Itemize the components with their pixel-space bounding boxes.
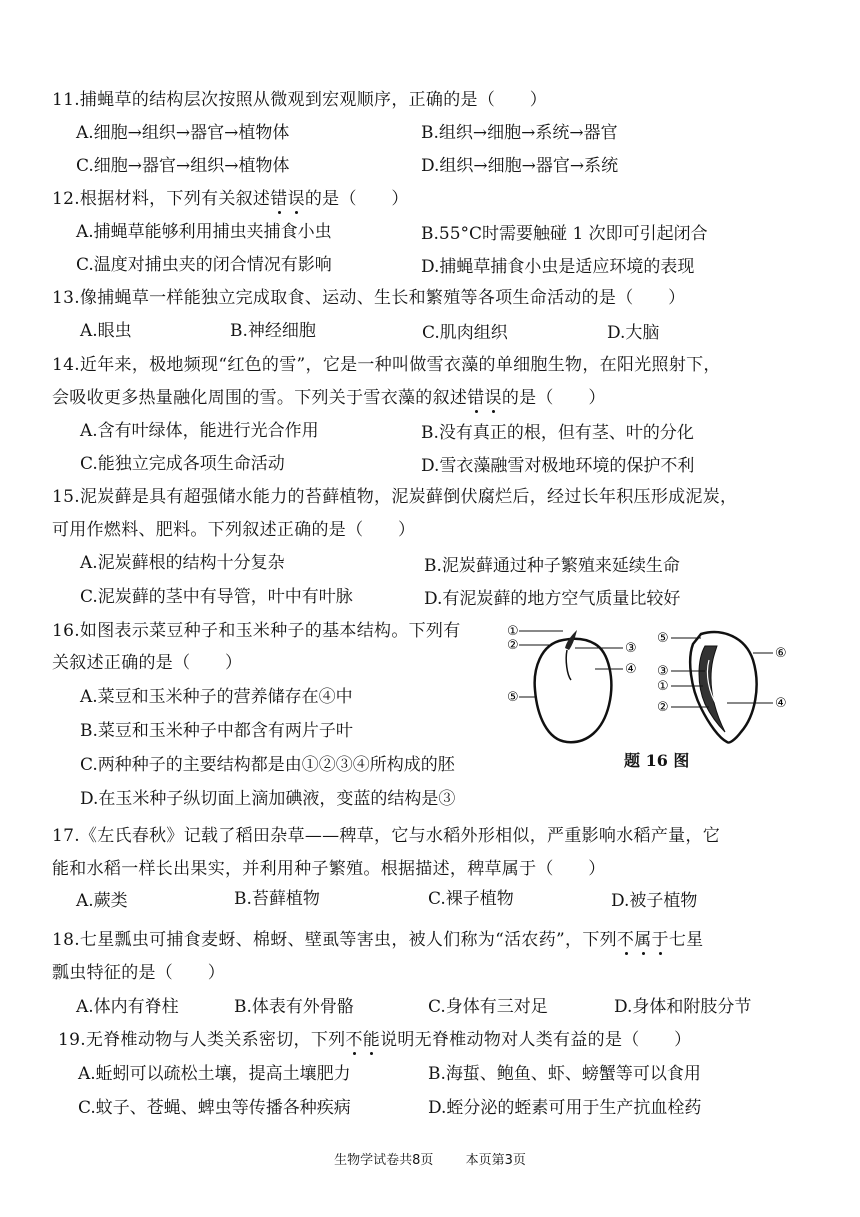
question-17-stem-line1: 17.《左氏春秋》记载了稻田杂草——稗草，它与水稻外形相似，严重影响水稻产量，它 xyxy=(52,826,721,846)
question-15-stem-line2: 可用作燃料、肥料。下列叙述正确的是（ ） xyxy=(52,520,416,540)
q14-option-c: C.能独立完成各项生命活动 xyxy=(80,454,285,474)
q17-option-a: A.蕨类 xyxy=(76,891,128,911)
q19-option-b: B.海蜇、鲍鱼、虾、螃蟹等可以食用 xyxy=(428,1064,701,1084)
question-15-stem-line1: 15.泥炭藓是具有超强储水能力的苔藓植物，泥炭藓倒伏腐烂后，经过长年积压形成泥炭， xyxy=(52,487,738,507)
q15-option-b: B.泥炭藓通过种子繁殖来延续生命 xyxy=(424,556,680,576)
question-16-stem-line1: 16.如图表示菜豆种子和玉米种子的基本结构。下列有 xyxy=(52,621,461,641)
q18-option-b: B.体表有外骨骼 xyxy=(234,997,354,1017)
footer-current-page: 本页第3页 xyxy=(465,1153,526,1168)
q17-option-c: C.裸子植物 xyxy=(428,889,514,909)
corn-label-6: ⑥ xyxy=(775,646,787,661)
q14-option-b: B.没有真正的根，但有茎、叶的分化 xyxy=(421,423,694,443)
q19-option-c: C.蚊子、苍蝇、蜱虫等传播各种疾病 xyxy=(78,1098,351,1118)
q12-option-a: A.捕蝇草能够利用捕虫夹捕食小虫 xyxy=(76,222,332,242)
q12-option-c: C.温度对捕虫夹的闭合情况有影响 xyxy=(76,255,332,275)
q14-option-a: A.含有叶绿体，能进行光合作用 xyxy=(80,421,319,441)
q13-option-c: C.肌肉组织 xyxy=(422,323,508,343)
q13-option-a: A.眼虫 xyxy=(80,321,132,341)
question-14-stem-line2: 会吸收更多热量融化周围的雪。下列关于雪衣藻的叙述错误的是（ ） xyxy=(52,388,606,408)
q11-option-b: B.组织→细胞→系统→器官 xyxy=(421,123,618,143)
q15-option-c: C.泥炭藓的茎中有导管，叶中有叶脉 xyxy=(80,587,353,607)
q11-option-c: C.细胞→器官→组织→植物体 xyxy=(76,156,290,176)
question-18-stem-line1: 18.七星瓢虫可捕食麦蚜、棉蚜、壁虱等害虫，被人们称为“活农药”，下列不属于七星 xyxy=(52,930,704,950)
figure-16-caption: 题 16 图 xyxy=(624,751,690,770)
question-11-stem: 11.捕蝇草的结构层次按照从微观到宏观顺序，正确的是（ ） xyxy=(52,90,548,110)
bean-label-3: ③ xyxy=(625,641,637,656)
question-19-stem: 19.无脊椎动物与人类关系密切，下列不能说明无脊椎动物对人类有益的是（ ） xyxy=(58,1030,692,1050)
corn-label-4: ④ xyxy=(775,696,787,711)
bean-label-4: ④ xyxy=(625,662,637,677)
corn-label-3: ③ xyxy=(657,664,669,679)
q13-option-b: B.神经细胞 xyxy=(230,321,316,341)
footer-total-pages: 生物学试卷共8页 xyxy=(334,1153,434,1168)
question-14-stem-line1: 14.近年来，极地频现“红色的雪”，它是一种叫做雪衣藻的单细胞生物，在阳光照射下， xyxy=(52,355,721,375)
q13-option-d: D.大脑 xyxy=(607,323,660,343)
question-13-stem: 13.像捕蝇草一样能独立完成取食、运动、生长和繁殖等各项生命活动的是（ ） xyxy=(52,288,686,308)
q14-option-d: D.雪衣藻融雪对极地环境的保护不利 xyxy=(421,456,695,476)
q16-option-c: C.两种种子的主要结构都是由①②③④所构成的胚 xyxy=(80,755,455,775)
q11-option-a: A.细胞→组织→器官→植物体 xyxy=(76,123,290,143)
question-12-stem: 12.根据材料，下列有关叙述错误的是（ ） xyxy=(52,189,409,209)
q15-option-d: D.有泥炭藓的地方空气质量比较好 xyxy=(424,589,681,609)
page-footer xyxy=(0,1149,860,1168)
q17-option-b: B.苔藓植物 xyxy=(234,889,320,909)
seed-structure-figure xyxy=(505,620,805,755)
question-17-stem-line2: 能和水稻一样长出果实，并利用种子繁殖。根据描述，稗草属于（ ） xyxy=(52,859,606,879)
q19-option-a: A.蚯蚓可以疏松土壤，提高土壤肥力 xyxy=(78,1064,351,1084)
q11-option-d: D.组织→细胞→器官→系统 xyxy=(421,156,619,176)
q16-option-d: D.在玉米种子纵切面上滴加碘液，变蓝的结构是③ xyxy=(80,789,456,809)
bean-label-1: ① xyxy=(507,624,519,639)
q18-option-d: D.身体和附肢分节 xyxy=(614,997,752,1017)
q18-option-a: A.体内有脊柱 xyxy=(76,997,179,1017)
corn-label-5: ⑤ xyxy=(657,631,669,646)
q19-option-d: D.蛭分泌的蛭素可用于生产抗血栓药 xyxy=(428,1098,702,1118)
corn-label-1: ① xyxy=(657,679,669,694)
q16-option-a: A.菜豆和玉米种子的营养储存在④中 xyxy=(80,687,353,707)
question-18-stem-line2: 瓢虫特征的是（ ） xyxy=(52,963,225,983)
q18-option-c: C.身体有三对足 xyxy=(428,997,548,1017)
bean-seed-outline xyxy=(535,639,612,742)
question-16-stem-line2: 关叙述正确的是（ ） xyxy=(52,653,243,673)
bean-label-5: ⑤ xyxy=(507,690,519,705)
q15-option-a: A.泥炭藓根的结构十分复杂 xyxy=(80,553,285,573)
corn-label-2: ② xyxy=(657,700,669,715)
q12-option-b: B.55°C时需要触碰 1 次即可引起闭合 xyxy=(421,224,708,244)
q12-option-d: D.捕蝇草捕食小虫是适应环境的表现 xyxy=(421,257,695,277)
q16-option-b: B.菜豆和玉米种子中都含有两片子叶 xyxy=(80,721,353,741)
bean-label-2: ② xyxy=(507,638,519,653)
q17-option-d: D.被子植物 xyxy=(611,891,698,911)
